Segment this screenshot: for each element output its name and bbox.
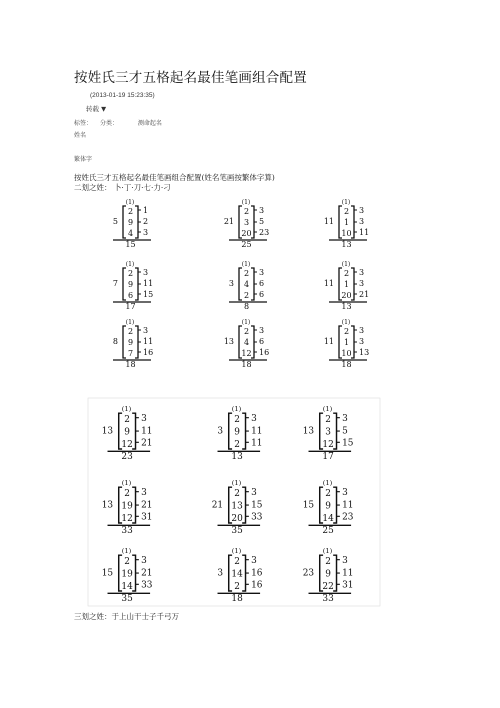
bottom-placeholder: (1) (231, 404, 242, 413)
tags-label: 标签： (74, 120, 93, 127)
bottom-mid-value: 9 (234, 427, 240, 438)
category-label: 分类： (99, 120, 118, 127)
bottom-total-value: 33 (121, 526, 133, 537)
top-bottom-inner-value: 20 (341, 291, 352, 300)
top-right-value-3: 16 (259, 348, 270, 357)
top-right-value-2: 3 (359, 279, 365, 288)
bottom-bottom-inner-value: 2 (234, 581, 240, 592)
top-top-value: 2 (243, 269, 250, 278)
top-mid-value: 4 (243, 338, 250, 347)
top-left-value: 11 (323, 337, 334, 346)
top-diagram-1 (224, 199, 269, 249)
top-right-value-1: 3 (359, 206, 365, 215)
bottom-right-value-1: 3 (342, 556, 348, 567)
top-total-value: 18 (125, 360, 136, 369)
bottom-right-value-1: 3 (342, 488, 348, 499)
top-placeholder: (1) (125, 319, 135, 326)
bottom-right-value-3: 11 (251, 438, 263, 449)
top-mid-value: 3 (243, 218, 250, 227)
top-top-value: 2 (243, 327, 250, 336)
bottom-top-value: 2 (124, 415, 130, 426)
bottom-bottom-inner-value: 12 (121, 439, 133, 450)
top-placeholder: (1) (241, 319, 251, 326)
bottom-right-value-1: 3 (342, 414, 348, 425)
bottom-left-value: 15 (302, 500, 315, 511)
top-total-value: 15 (125, 240, 136, 249)
top-right-value-3: 13 (359, 348, 370, 357)
bottom-placeholder: (1) (322, 546, 333, 555)
top-diagram-4 (229, 261, 267, 311)
bottom-right-value-2: 15 (251, 500, 263, 511)
top-bottom-inner-value: 10 (341, 349, 352, 358)
top-diagram-7 (224, 319, 269, 369)
top-right-value-3: 6 (259, 290, 265, 299)
top-right-value-2: 2 (143, 217, 149, 226)
bottom-total-value: 23 (121, 452, 133, 463)
top-right-value-3: 23 (259, 228, 270, 237)
bottom-mid-value: 14 (231, 569, 243, 580)
bottom-bottom-inner-value: 2 (234, 439, 240, 450)
bottom-right-value-1: 3 (251, 414, 257, 425)
top-right-value-3: 21 (359, 290, 370, 299)
bottom-right-value-2: 5 (342, 426, 348, 437)
top-total-value: 13 (341, 302, 352, 311)
bottom-right-value-2: 16 (251, 568, 263, 579)
bottom-right-value-3: 31 (141, 512, 153, 523)
bottom-bottom-inner-value: 14 (322, 513, 334, 524)
top-total-value: 25 (241, 240, 252, 249)
bottom-right-value-1: 3 (251, 488, 257, 499)
top-left-value: 21 (223, 217, 234, 226)
top-right-value-3: 3 (143, 228, 149, 237)
top-right-value-1: 3 (259, 206, 265, 215)
top-placeholder: (1) (125, 261, 135, 268)
top-left-value: 5 (112, 217, 118, 226)
bottom-right-value-2: 11 (342, 568, 354, 579)
top-mid-value: 1 (343, 280, 350, 289)
bottom-left-value: 21 (211, 500, 224, 511)
bottom-placeholder: (1) (231, 478, 242, 487)
bottom-bottom-inner-value: 20 (231, 513, 243, 524)
top-left-bracket (123, 326, 126, 358)
category-link[interactable]: 测命起名 (137, 120, 162, 127)
top-bottom-inner-value: 12 (241, 349, 252, 358)
bottom-bottom-inner-value: 12 (121, 513, 133, 524)
top-left-value: 8 (112, 337, 118, 346)
article-subtitle: 按姓氏三才五格起名最佳笔画组合配置(姓名笔画按繁体字算) (74, 173, 275, 182)
top-top-value: 2 (343, 327, 350, 336)
top-mid-value: 4 (243, 280, 250, 289)
top-right-value-3: 16 (143, 348, 154, 357)
bottom-left-value: 23 (302, 568, 315, 579)
top-left-value: 11 (323, 217, 334, 226)
top-placeholder: (1) (241, 199, 251, 206)
bottom-right-value-3: 15 (342, 438, 354, 449)
top-mid-value: 9 (127, 338, 134, 347)
bottom-placeholder: (1) (121, 478, 132, 487)
top-bottom-inner-value: 4 (127, 229, 134, 238)
top-right-value-1: 3 (359, 268, 365, 277)
top-mid-value: 9 (127, 280, 134, 289)
bottom-placeholder: (1) (322, 478, 333, 487)
top-right-value-1: 3 (259, 326, 265, 335)
top-right-value-2: 11 (143, 279, 154, 288)
top-top-value: 2 (243, 207, 250, 216)
top-right-value-2: 3 (359, 217, 365, 226)
bottom-bottom-inner-value: 12 (322, 439, 334, 450)
top-top-value: 2 (127, 269, 134, 278)
top-bottom-inner-value: 10 (341, 229, 352, 238)
bottom-right-value-2: 11 (342, 500, 354, 511)
top-top-value: 2 (127, 327, 134, 336)
top-placeholder: (1) (125, 199, 135, 206)
top-total-value: 18 (241, 360, 252, 369)
bottom-right-value-3: 31 (342, 580, 354, 591)
bottom-total-value: 17 (322, 452, 334, 463)
top-total-value: 18 (341, 360, 352, 369)
bottom-top-value: 2 (234, 489, 240, 500)
top-placeholder: (1) (341, 261, 351, 268)
two-stroke-heading: 二划之姓： 卜·丁·刀·七·力·刁 (74, 183, 171, 192)
bottom-right-value-2: 11 (141, 426, 153, 437)
top-diagram-0 (113, 199, 151, 249)
bottom-bottom-inner-value: 14 (121, 581, 133, 592)
bottom-right-value-1: 3 (141, 414, 147, 425)
bottom-mid-value: 9 (325, 569, 331, 580)
top-bottom-inner-value: 6 (127, 291, 134, 300)
bottom-top-value: 2 (124, 489, 130, 500)
top-diagram-8 (324, 319, 369, 369)
top-right-bracket (135, 268, 138, 300)
top-diagram-6 (113, 319, 153, 369)
top-top-value: 2 (343, 269, 350, 278)
top-right-bracket (135, 326, 138, 358)
bottom-total-value: 33 (322, 594, 334, 605)
bottom-placeholder: (1) (322, 404, 333, 413)
bottom-total-value: 13 (231, 452, 243, 463)
page-title: 按姓氏三才五格起名最佳笔画组合配置 (74, 70, 307, 86)
bottom-right-value-3: 21 (141, 438, 153, 449)
top-left-bracket (123, 268, 126, 300)
bottom-left-value: 13 (302, 426, 315, 437)
top-total-value: 17 (125, 302, 136, 311)
top-right-value-1: 3 (259, 268, 265, 277)
bottom-right-value-3: 16 (251, 580, 263, 591)
post-date: (2013-01-19 15:23:35) (90, 92, 155, 99)
top-left-bracket (123, 206, 126, 238)
bottom-placeholder: (1) (231, 546, 242, 555)
bottom-left-value: 15 (101, 568, 114, 579)
traditional-label: 繁体字 (74, 156, 93, 163)
bottom-left-value: 3 (217, 568, 224, 579)
top-mid-value: 1 (343, 218, 350, 227)
bottom-top-value: 2 (234, 557, 240, 568)
top-diagram-2 (324, 199, 369, 249)
bottom-total-value: 25 (322, 526, 334, 537)
top-top-value: 2 (343, 207, 350, 216)
top-diagram-5 (324, 261, 369, 311)
top-right-value-2: 5 (259, 217, 265, 226)
top-right-value-2: 3 (359, 337, 365, 346)
bottom-right-value-2: 21 (141, 568, 153, 579)
bottom-placeholder: (1) (121, 546, 132, 555)
bottom-top-value: 2 (234, 415, 240, 426)
top-right-value-1: 3 (143, 326, 149, 335)
bottom-mid-value: 19 (121, 501, 133, 512)
bottom-right-value-3: 23 (342, 512, 354, 523)
top-left-value: 11 (323, 279, 334, 288)
bottom-left-value: 13 (101, 426, 114, 437)
top-left-value: 3 (228, 279, 234, 288)
bottom-right-value-2: 11 (251, 426, 263, 437)
top-placeholder: (1) (341, 199, 351, 206)
top-right-value-1: 3 (143, 268, 149, 277)
bottom-right-value-1: 3 (141, 556, 147, 567)
bottom-left-value: 13 (101, 500, 114, 511)
bottom-total-value: 18 (231, 594, 243, 605)
top-right-value-1: 3 (359, 326, 365, 335)
bottom-top-value: 2 (124, 557, 130, 568)
bottom-mid-value: 3 (325, 427, 331, 438)
bottom-right-value-3: 33 (141, 580, 153, 591)
bottom-right-value-3: 33 (251, 512, 263, 523)
bottom-right-value-1: 3 (251, 556, 257, 567)
bottom-top-value: 2 (325, 489, 331, 500)
bottom-right-value-2: 21 (141, 500, 153, 511)
bottom-mid-value: 9 (325, 501, 331, 512)
top-right-value-2: 6 (259, 337, 265, 346)
bottom-total-value: 35 (231, 526, 243, 537)
top-total-value: 8 (243, 302, 250, 311)
top-mid-value: 9 (127, 218, 134, 227)
top-top-value: 2 (127, 207, 134, 216)
top-left-value: 7 (112, 279, 118, 288)
top-right-value-2: 11 (143, 337, 154, 346)
top-placeholder: (1) (241, 261, 251, 268)
bottom-placeholder: (1) (121, 404, 132, 413)
repost-button[interactable]: 转载 ▼ (86, 105, 107, 113)
top-right-value-1: 1 (143, 206, 149, 215)
top-mid-value: 1 (343, 338, 350, 347)
bottom-mid-value: 9 (124, 427, 130, 438)
top-total-value: 13 (341, 240, 352, 249)
top-right-value-2: 6 (259, 279, 265, 288)
three-stroke-heading: 三划之姓：于上山干士子千弓万 (74, 612, 179, 621)
tag-link[interactable]: 姓名 (74, 132, 87, 139)
bottom-mid-value: 19 (121, 569, 133, 580)
bottom-left-value: 3 (217, 426, 224, 437)
bottom-mid-value: 13 (231, 501, 243, 512)
top-left-bracket (239, 268, 242, 300)
bottom-bottom-inner-value: 22 (322, 581, 334, 592)
top-right-bracket (135, 206, 138, 238)
top-right-bracket (251, 268, 254, 300)
top-right-value-3: 15 (143, 290, 154, 299)
bottom-total-value: 35 (121, 594, 133, 605)
top-bottom-inner-value: 20 (241, 229, 252, 238)
top-left-value: 13 (223, 337, 234, 346)
bottom-right-value-1: 3 (141, 488, 147, 499)
top-right-value-3: 11 (359, 228, 370, 237)
bottom-top-value: 2 (325, 415, 331, 426)
top-placeholder: (1) (341, 319, 351, 326)
bottom-top-value: 2 (325, 557, 331, 568)
top-bottom-inner-value: 7 (127, 349, 134, 358)
top-bottom-inner-value: 2 (243, 291, 250, 300)
top-diagram-3 (113, 261, 153, 311)
